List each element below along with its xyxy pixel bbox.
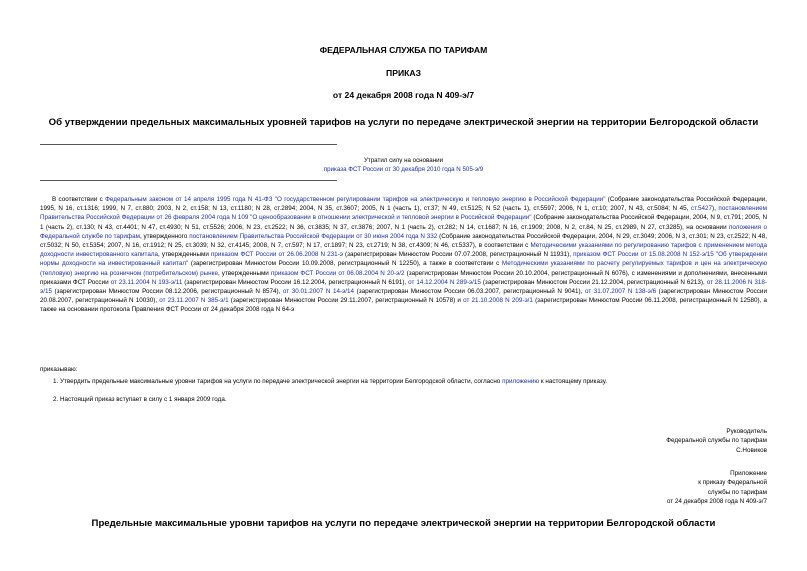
divider-top (40, 144, 337, 145)
divider-bottom (40, 180, 337, 181)
order-193-link[interactable]: от 23.11.2004 N 193-э/11 (110, 278, 183, 286)
repeal-order-link[interactable]: приказа ФСТ России от 30 декабря 2010 года N 505-э/9 (323, 166, 484, 173)
signature-block (666, 427, 767, 455)
order-289-link[interactable]: от 14.12.2004 N 289-э/15 (408, 278, 481, 286)
tariff-guidelines-link[interactable]: Методическими указаниями по расчету регулируемых тарифов и цен на электрическую (тепловую) энергию на розничном (потребительском) рынке (40, 260, 767, 277)
order-152-link[interactable]: приказом ФСТ России от 15.08.2008 N 152-э/15 "Об утверждении нормы доходности на инвестированный капитал" (40, 251, 767, 268)
preamble-paragraph: В соответствии с Федеральным законом от 14 апреля 1995 года N 41-ФЗ "О государственном регулировании тарифов на электрическую и тепловую энергию в Российской Федерации" (Собрание законодательства Российской Федерации, 1995, N 16, ст.1316; 1999, N 7, ст.880; 2003, N 2, ст.158; N 13, ст.1180; N 28, ст.2894; 2004, N 35, ст.3607; 2005, N 1 (часть 1), ст.37; N 49, ст.5125; N 52 (часть 1), ст.5597; 2006, N 1, ст.10; 2007, N 43, ст.5084; N 45, ст.5427), постановлением Правительства Российской Федерации от 26 февраля 2004 года N 109 "О ценообразовании в отношении электрической и тепловой энергии в Российской Федерации" (Собрание законодательства Российской Федерации, 2004, N 9, ст.791; 2005, N 1 (часть 2), ст.130; N 43, ст.4401; N 47, ст.4930; N 51, ст.5526; 2006, N 23, ст.2522; N 36, ст.3835; N 37, ст.3876; 2007, N 1 (часть 2), ст.282; N 14, ст.1687; N 16, ст.1909; 2008, N 2, ст.84, N 25, ст.2989, N 27, ст.3285), на основании положения о Федеральной службе по тарифам, утвержденного постановлением Правительства Российской Федерации от 30 июня 2004 года N 332 (Собрание законодательства Российской Федерации, 2004, N 29, ст.3049; 2006, N 3, ст.301; N 23, ст.2522; N 48, ст.5032; N 50, ст.5354; 2007, N 16, ст.1912; N 25, ст.3039; N 32, ст.4145; 2008, N 7, ст.597; N 17, ст.1897; N 23, ст.2719; N 38, ст.4309; N 46, ст.5337), в соответствии с Методическими указаниями по регулированию тарифов с применением метода доходности инвестированного капитала, утвержденными приказом ФСТ России от 26.06.2008 N 231-э (зарегистрирован Минюстом России 07.07.2008, регистрационный N 11931), приказом ФСТ России от 15.08.2008 N 152-э/15 "Об утверждении нормы доходности на инвестированный капитал" (зарегистрирован Минюстом России 10.09.2008, регистрационный N 12250), а также в соответствии с Методическими указаниями по расчету регулируемых тарифов и цен на электрическую (тепловую) энергию на розничном (потребительском) рынке, утвержденными приказом ФСТ России от 06.08.2004 N 20-э/2 (зарегистрирован Минюстом России 20.10.2004, регистрационный N 6076), с изменениями и дополнениями, внесенными приказами ФСТ России от 23.11.2004 N 193-э/11 (зарегистрирован Минюстом России 16.12.2004, регистрационный N 6191), от 14.12.2004 N 289-э/15 (зарегистрирован Минюстом России 21.12.2004, регистрационный N 6213), от 28.11.2006 N 318-э/15 (зарегистрирован Минюстом России 08.12.2006, регистрационный N 8574), от 30.01.2007 N 14-э/14 (зарегистрирован Минюстом России 06.03.2007, регистрационный N 9041), от 31.07.2007 N 138-э/6 (зарегистрирован Минюстом России 20.08.2007, регистрационный N 10030), от 23.11.2007 N 385-э/1 (зарегистрирован Минюстом России 29.11.2007, регистрационный N 10578) и от 21.10.2008 N 209-э/1 (зарегистрирован Минюстом России 06.11.2008, регистрационный N 12580), а также на основании протокола Правления ФСТ России от 24 декабря 2008 года N 64-э (40, 196, 768, 314)
federal-law-link[interactable]: Федеральным законом от 14 апреля 1995 года N 41-ФЗ "О государственном регулировании тарифов на электрическую и тепловую энергию в Российской Федерации" (105, 196, 606, 203)
status-note: Утратил силу на основании (363, 157, 444, 164)
order-item-1: 1. Утвердить предельные максимальные уровни тарифов на услуги по передаче электрической энергии на территории Белгородской области, согласно приложению к настоящему приказу. (53, 378, 607, 385)
order-385-link[interactable]: от 23.11.2007 N 385-э/1 (159, 297, 229, 305)
order-lead: приказываю: (40, 366, 78, 373)
order-138-link[interactable]: от 31.07.2007 N 138-э/6 (584, 288, 657, 296)
signature-name: С.Новиков (736, 446, 767, 454)
appendix-link[interactable]: приложению (502, 378, 540, 385)
law-article-link[interactable]: ст.5427 (690, 205, 713, 213)
agency-name: ФЕДЕРАЛЬНАЯ СЛУЖБА ПО ТАРИФАМ (319, 45, 488, 55)
appendix-note-line4: от 24 декабря 2008 года N 409-э/7 (666, 497, 767, 505)
order-231-link[interactable]: приказом ФСТ России от 26.06.2008 N 231-э (211, 251, 343, 259)
method-guidelines-link[interactable]: Методическими указаниями по регулированию тарифов с применением метода доходности инвестированного капитала (40, 242, 768, 259)
order-14-link[interactable]: от 30.01.2007 N 14-э/14 (282, 288, 355, 296)
appendix-note (667, 469, 767, 506)
order-20-link[interactable]: приказом ФСТ России от 06.08.2004 N 20-э/2 (270, 269, 405, 277)
appendix-note-line2: к приказу Федеральной (698, 479, 767, 487)
appendix-note-line3: службы по тарифам (707, 488, 767, 496)
signature-agency: Федеральной службы по тарифам (666, 437, 767, 445)
appendix-note-line1: Приложение (730, 470, 767, 477)
signature-title: Руководитель (726, 428, 767, 435)
government-decree-109-link[interactable]: постановлением Правительства Российской Федерации от 26 февраля 2004 года N 109 "О ценообразовании в отношении электрической и тепловой энергии в Российской Федерации" (40, 205, 767, 222)
page-title: Об утверждении предельных максимальных уровней тарифов на услуги по передаче электрической энергии на территории Белгородской области (48, 117, 759, 128)
order-318-link[interactable]: от 28.11.2006 N 318-э/15 (40, 278, 767, 296)
fst-regulation-link[interactable]: положения о Федеральной службе по тарифам (40, 223, 767, 240)
doc-type: ПРИКАЗ (386, 68, 421, 78)
government-decree-332-link[interactable]: постановлением Правительства Российской Федерации от 30 июня 2004 года N 332 (189, 232, 438, 240)
appendix-title: Предельные максимальные уровни тарифов на услуги по передаче электрической энергии на территории Белгородской области (91, 518, 716, 529)
order-item-2: 2. Настоящий приказ вступает в силу с 1 января 2009 года. (53, 396, 227, 403)
doc-date-number: от 24 декабря 2008 года N 409-э/7 (332, 90, 475, 100)
order-209-link[interactable]: от 21.10.2008 N 209-э/1 (463, 297, 533, 305)
